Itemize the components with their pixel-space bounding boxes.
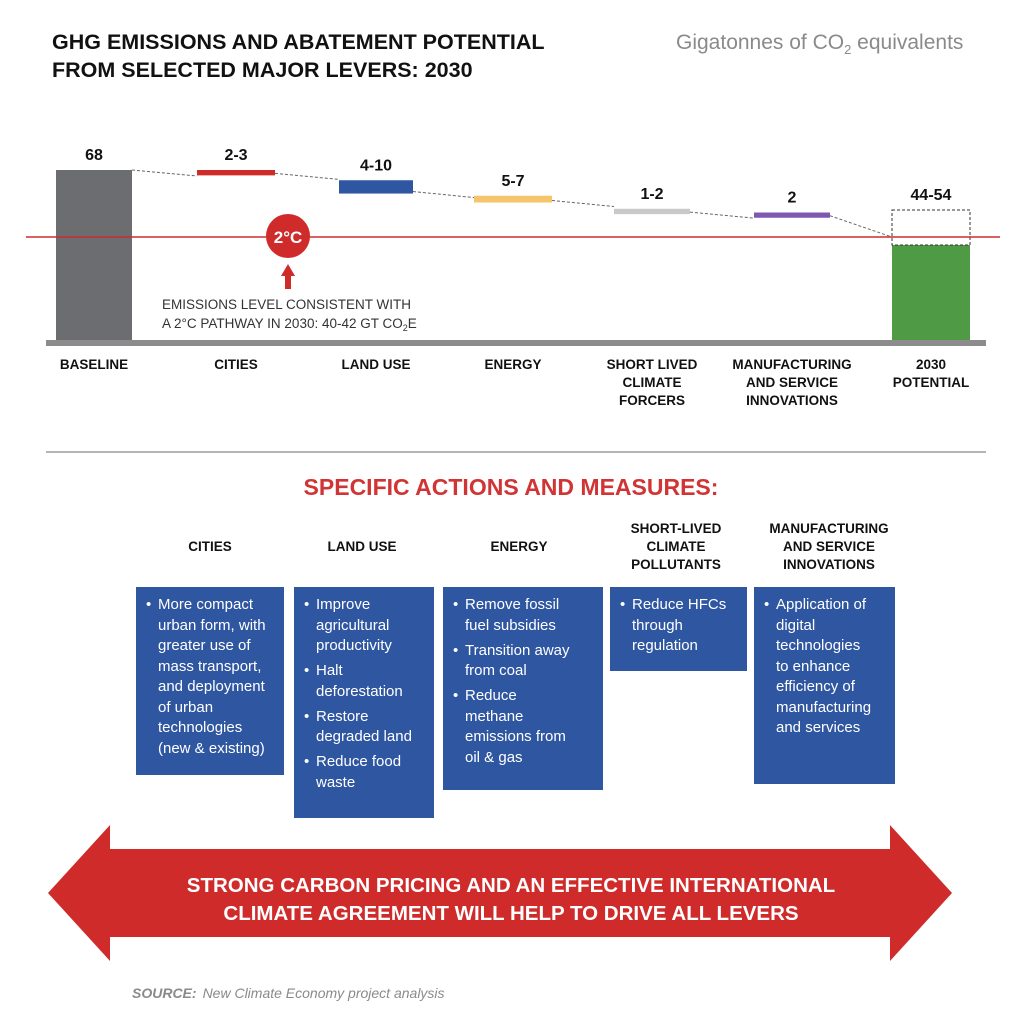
x-axis-baseline	[46, 340, 986, 346]
category-label-slcf-3: FORCERS	[618, 393, 686, 408]
action-item-line: oil & gas	[465, 748, 523, 766]
action-item	[304, 661, 424, 702]
action-item-line: efficiency of	[776, 678, 855, 695]
annotation-subscript: 2	[402, 323, 408, 333]
action-item	[304, 752, 424, 793]
category-label-slcf-2: CLIMATE	[622, 375, 682, 390]
chart-title-line-1: GHG EMISSIONS AND ABATEMENT POTENTIAL	[52, 30, 545, 54]
action-item-line: technologies	[158, 719, 243, 736]
category-label-baseline-1: BASELINE	[59, 357, 129, 372]
units-prefix: Gigatonnes of CO	[676, 31, 845, 54]
bar-energy	[474, 196, 552, 203]
category-label-land_use-1: LAND USE	[341, 357, 411, 372]
action-column-heading-5-line-2: AND SERVICE	[782, 539, 876, 554]
action-item-line: through	[632, 616, 683, 634]
action-column-heading-4-line-3: POLLUTANTS	[631, 557, 721, 572]
action-item-line: (new & existing)	[158, 739, 265, 757]
category-label-slcf-1: SHORT LIVED	[606, 357, 698, 372]
connector-4	[552, 201, 614, 207]
action-box-2	[294, 587, 434, 818]
units-suffix: equivalents	[851, 31, 964, 54]
action-column-heading-2-line-1: LAND USE	[327, 539, 397, 554]
bar-baseline	[56, 170, 132, 340]
value-label-slcf: 1-2	[640, 185, 664, 203]
action-list-1	[146, 595, 274, 759]
bar-manufacturing	[754, 213, 830, 218]
connector-2	[275, 173, 339, 179]
action-item-line: to enhance	[776, 657, 851, 675]
value-label-energy: 5-7	[501, 172, 525, 190]
action-item-line: • Remove fossil	[465, 596, 560, 613]
up-arrow-shaft	[285, 275, 291, 289]
banner-line-1: STRONG CARBON PRICING AND AN EFFECTIVE INTERNATIONAL	[186, 874, 836, 897]
bar-potential_2030-range	[892, 210, 970, 245]
connector-3	[413, 192, 474, 198]
category-label-cities-1: CITIES	[214, 357, 258, 372]
action-item-line: mass transport,	[158, 657, 262, 675]
connector-1	[132, 170, 197, 176]
action-box-3	[443, 587, 603, 790]
source-note	[132, 985, 445, 1001]
action-item-line: fuel subsidies	[465, 616, 556, 634]
action-item	[453, 686, 593, 768]
action-item	[453, 641, 593, 682]
units-label	[676, 31, 963, 57]
connector-6	[830, 216, 892, 237]
action-item-line: greater use of	[158, 637, 251, 654]
up-arrow-head	[281, 264, 295, 276]
value-label-land_use: 4-10	[359, 157, 393, 175]
source-label: SOURCE:	[132, 985, 197, 1001]
action-item-line: from coal	[465, 662, 527, 679]
marker-label-2c: 2°C	[273, 228, 303, 247]
action-column-heading-5-line-3: INNOVATIONS	[783, 557, 875, 572]
action-item	[453, 595, 593, 636]
banner-line-2: CLIMATE AGREEMENT WILL HELP TO DRIVE ALL LEVERS	[223, 902, 799, 925]
category-label-manufacturing-3: INNOVATIONS	[746, 393, 838, 408]
action-item-line: • Reduce HFCs	[632, 596, 727, 613]
units-subscript: 2	[844, 42, 852, 58]
waterfall-chart	[0, 120, 1022, 440]
action-item-line: regulation	[632, 637, 698, 654]
bar-land_use	[339, 180, 413, 193]
action-item	[620, 595, 737, 657]
action-item-line: urban form, with	[158, 616, 266, 634]
category-label-manufacturing-1: MANUFACTURING	[732, 357, 852, 372]
bar-slcf	[614, 209, 690, 214]
action-item-line: • Halt	[316, 662, 343, 679]
action-item-line: • Reduce	[465, 687, 517, 704]
action-item-line: • Restore	[316, 707, 369, 725]
action-list-2	[304, 595, 424, 793]
value-label-baseline: 68	[85, 147, 103, 164]
action-list-3	[453, 595, 593, 768]
category-label-manufacturing-2: AND SERVICE	[745, 375, 839, 390]
action-item-line: deforestation	[316, 682, 403, 700]
action-column-heading-4-line-1: SHORT-LIVED	[630, 521, 722, 536]
action-item	[146, 595, 274, 759]
action-item-line: technologies	[776, 637, 861, 654]
action-item-line: degraded land	[316, 728, 412, 745]
action-item-line: • Reduce food	[316, 753, 402, 770]
bar-cities	[197, 170, 275, 175]
category-label-potential_2030-2: POTENTIAL	[892, 375, 970, 390]
action-column-heading-5-line-1: MANUFACTURING	[769, 521, 889, 536]
action-item-line: emissions from	[465, 728, 566, 745]
action-column-heading-3-line-1: ENERGY	[490, 539, 548, 554]
action-column-heading-1-line-1: CITIES	[188, 539, 232, 554]
action-box-5	[754, 587, 895, 784]
action-box-4	[610, 587, 747, 671]
action-item-line: • Transition away	[465, 641, 570, 659]
action-item	[764, 595, 885, 739]
action-item	[304, 595, 424, 657]
category-label-potential_2030-1: 2030	[915, 357, 947, 372]
chart-title	[52, 28, 612, 84]
action-item-line: waste	[316, 773, 356, 791]
action-list-4	[620, 595, 737, 657]
action-item-line: • Improve	[316, 596, 371, 613]
chart-title-line-2: FROM SELECTED MAJOR LEVERS: 2030	[52, 58, 473, 82]
bar-potential_2030	[892, 245, 970, 340]
annotation-line-2-text: A 2°C PATHWAY IN 2030: 40-42 GT CO	[162, 316, 403, 331]
action-item-line: productivity	[316, 637, 392, 654]
action-item-line: and services	[776, 719, 861, 736]
action-item-line: of urban	[158, 698, 214, 716]
annotation-line-2-suffix: E	[407, 316, 417, 331]
action-box-1	[136, 587, 284, 775]
annotation-line-2	[162, 316, 417, 333]
action-item-line: manufacturing	[776, 698, 872, 716]
connector-5	[690, 212, 754, 218]
action-column-heading-5	[729, 520, 929, 574]
action-item	[304, 707, 424, 748]
action-item-line: methane	[465, 707, 524, 725]
action-list-5	[764, 595, 885, 739]
annotation-line-1: EMISSIONS LEVEL CONSISTENT WITH	[162, 297, 412, 312]
source-text: New Climate Economy project analysis	[202, 985, 445, 1001]
action-item-line: digital	[776, 616, 816, 634]
value-label-manufacturing: 2	[787, 189, 797, 207]
actions-title: SPECIFIC ACTIONS AND MEASURES:	[303, 474, 719, 500]
value-label-cities: 2-3	[224, 147, 248, 164]
banner-text	[60, 872, 962, 928]
action-item-line: • More compact	[158, 596, 254, 613]
action-item-line: agricultural	[316, 616, 390, 634]
category-label-energy-1: ENERGY	[484, 357, 542, 372]
action-item-line: • Application of	[776, 596, 867, 613]
action-item-line: and deployment	[158, 678, 265, 695]
action-column-heading-4-line-2: CLIMATE	[646, 539, 706, 554]
value-label-potential_2030: 44-54	[910, 187, 952, 204]
section-divider	[46, 451, 986, 453]
